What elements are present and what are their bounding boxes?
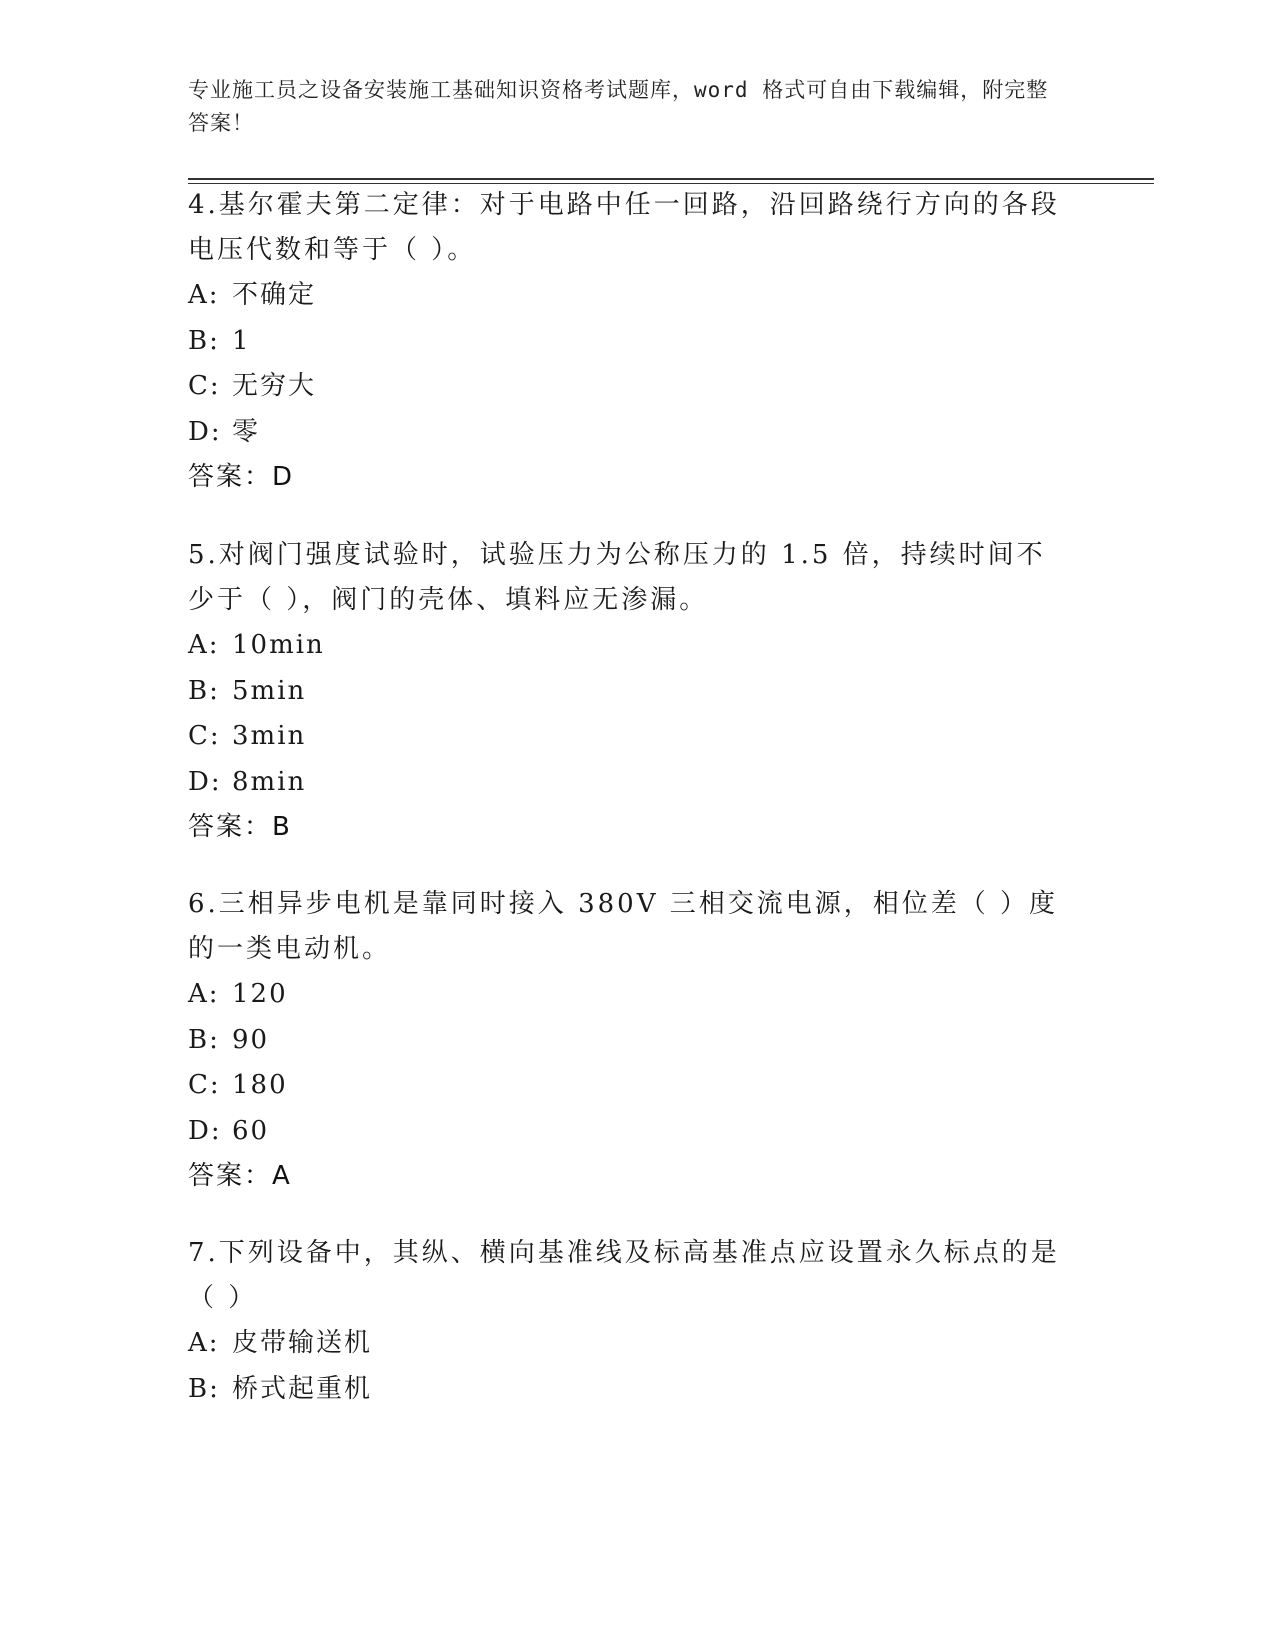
option-a [188,1321,1068,1367]
question-6 [188,882,1068,1199]
answer-line: 答案：B [188,812,292,842]
option-key: D: [188,416,222,447]
option-c [188,714,1068,760]
option-b [188,1367,1068,1413]
header-divider-thick [188,178,1154,180]
question-stem: 5.对阀门强度试验时，试验压力为公称压力的 1.5 倍，持续时间不少于（ ），阀门的壳体、填料应无渗漏。 [188,540,1046,615]
option-text: 不确定 [232,280,317,310]
question-stem: 6.三相异步电机是靠同时接入 380V 三相交流电源，相位差（ ）度的一类电动机。 [188,889,1059,964]
option-text: 零 [232,416,261,447]
option-text: 8min [232,766,307,797]
option-key: B: [188,1373,220,1404]
option-text: 无穷大 [232,371,317,401]
question-5 [188,533,1068,850]
option-text: 180 [232,1070,288,1100]
option-a [188,273,1068,319]
option-text: 桥式起重机 [232,1373,373,1404]
option-text: 皮带输送机 [232,1328,373,1358]
option-key: B: [188,325,220,356]
option-d [188,1109,1068,1155]
document-header: 专业施工员之设备安装施工基础知识资格考试题库，word 格式可自由下载编辑，附完整答案！ [188,78,1049,135]
option-a [188,972,1068,1018]
option-text: 3min [232,721,307,751]
option-key: B: [188,675,220,706]
option-key: D: [188,1115,222,1146]
option-text: 1 [232,325,251,356]
option-c [188,364,1068,410]
option-key: C: [188,721,221,751]
option-b [188,669,1068,715]
option-key: A: [188,1328,220,1358]
answer-line: 答案：D [188,462,295,492]
option-key: B: [188,1024,220,1055]
option-a [188,623,1068,669]
question-7 [188,1231,1068,1412]
option-key: A: [188,979,220,1009]
option-key: A: [188,630,220,660]
question-stem: 7.下列设备中，其纵、横向基准线及标高基准点应设置永久标点的是（ ） [188,1238,1060,1313]
option-b [188,1018,1068,1064]
option-text: 10min [232,630,325,660]
question-stem: 4.基尔霍夫第二定律：对于电路中任一回路，沿回路绕行方向的各段电压代数和等于（ ）。 [188,190,1060,265]
option-d [188,410,1068,456]
option-key: A: [188,280,220,310]
option-c [188,1063,1068,1109]
option-b [188,319,1068,365]
option-key: D: [188,766,222,797]
option-text: 60 [232,1115,270,1146]
option-d [188,760,1068,806]
option-key: C: [188,371,221,401]
answer-line: 答案：A [188,1161,292,1191]
option-text: 90 [232,1024,270,1055]
question-4 [188,183,1068,500]
option-text: 5min [232,675,307,706]
option-key: C: [188,1070,221,1100]
option-text: 120 [232,979,288,1009]
